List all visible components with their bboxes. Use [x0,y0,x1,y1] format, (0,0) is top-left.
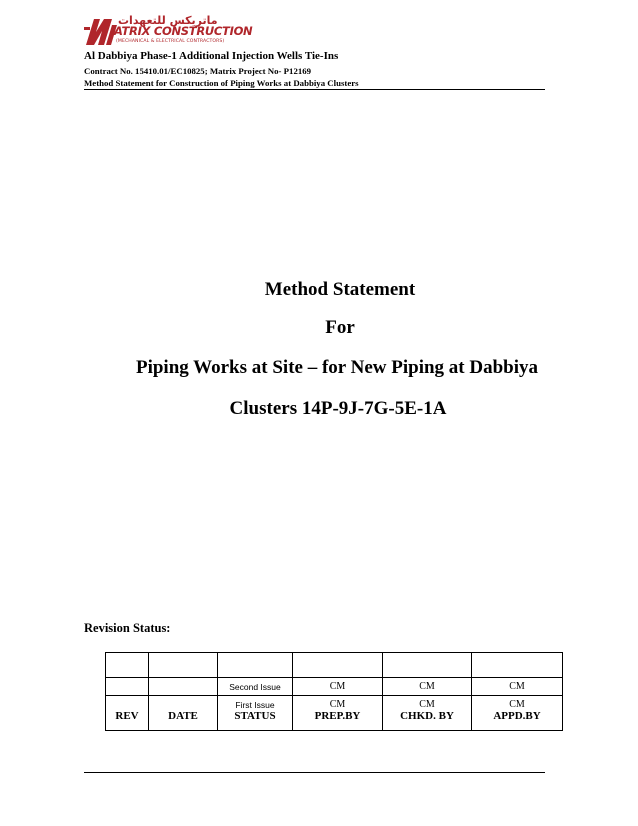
chkd-cell [383,653,472,678]
appd-cell: CM [472,696,563,711]
project-title: Al Dabbiya Phase-1 Additional Injection Wells Tie-Ins [84,50,339,62]
chkd-cell: CM [383,696,472,711]
status-cell: Second Issue [218,678,293,696]
table-row [106,653,563,678]
header-rev: REV [106,710,149,731]
method-statement-subject: Method Statement for Construction of Piping Works at Dabbiya Clusters [84,78,359,88]
revision-table [105,652,563,731]
contract-number: Contract No. 15410.01/EC10825; Matrix Project No- P12169 [84,66,312,76]
date-cell [149,696,218,711]
header-chkd-by: CHKD. BY [383,710,472,731]
doc-title-line-1: Method Statement [264,279,416,300]
header-appd-by: APPD.BY [472,710,563,731]
doc-title-line-3: Piping Works at Site – for New Piping at Dabbiya [135,357,539,378]
rev-cell [106,653,149,678]
doc-title-line-4: Clusters 14P-9J-7G-5E-1A [229,398,447,419]
status-cell [218,653,293,678]
logo-sub-text: (MECHANICAL & ELECTRICAL CONTRACTORS) [116,39,225,44]
appd-cell [472,653,563,678]
date-cell [149,678,218,696]
doc-title-line-2: For [325,317,355,338]
chkd-cell: CM [383,678,472,696]
table-row [106,678,563,696]
prep-cell: CM [293,696,383,711]
date-cell [149,653,218,678]
header-date: DATE [149,710,218,731]
revision-status-label: Revision Status: [84,621,171,635]
logo-main-text: ATRIX CONSTRUCTION [114,24,253,38]
header-divider [84,89,545,90]
status-cell: First Issue [218,696,293,711]
footer-divider [84,772,545,773]
rev-cell [106,678,149,696]
prep-cell [293,653,383,678]
appd-cell: CM [472,678,563,696]
table-header-row [106,710,563,731]
rev-cell [106,696,149,711]
table-row [106,696,563,711]
header-prep-by: PREP.BY [293,710,383,731]
matrix-m-logo-icon [84,15,118,47]
company-logo [84,14,253,47]
prep-cell: CM [293,678,383,696]
logo-arabic-text: ماتريكس للتعهدات [118,14,218,27]
header-status: STATUS [218,710,293,731]
